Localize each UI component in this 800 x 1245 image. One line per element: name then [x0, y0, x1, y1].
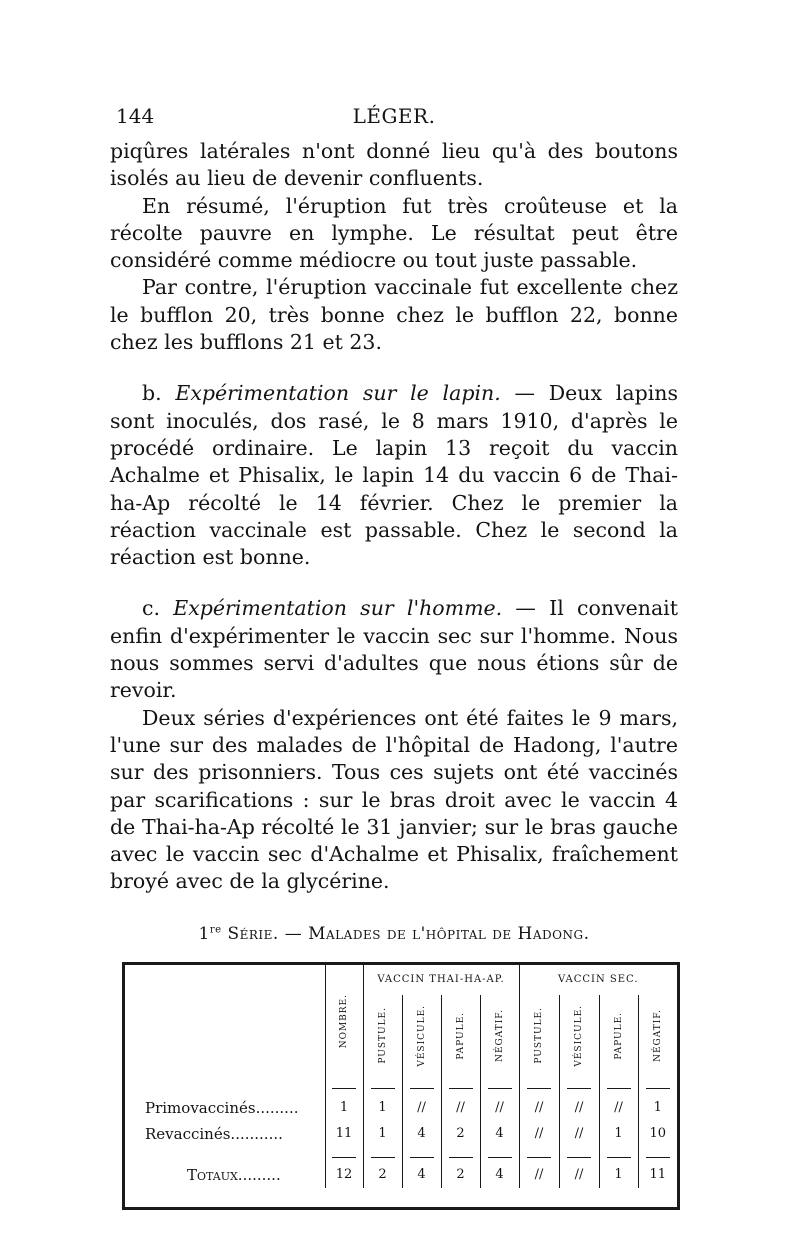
body-text	[110, 138, 678, 896]
page	[110, 104, 678, 1210]
row-label: Primovaccinés.........	[145, 1098, 299, 1117]
col-header-papule: PAPULE.	[455, 1011, 466, 1060]
paragraph: Deux séries d'expériences ont été faites le 9 mars, l'une sur des malades de l'hôpital de Hadong, l'autre sur des prisonniers. Tous ces sujets ont été vaccinés par scarifications : sur le bras droit avec le vaccin 4 de Thai-ha-Ap récolté le 31 janvier; sur le bras gauche avec le vaccin sec d'Achalme et Phisalix, fraîchement broyé avec de la glycérine.	[110, 705, 678, 894]
section-b-text: Deux lapins sont inoculés, dos rasé, le 8 mars 1910, d'après le procédé ordinaire. Le lapin 13 reçoit du vaccin Achalme et Phisalix, le lapin 14 du vaccin 6 de Thai-ha-Ap récolté le 14 février. Chez le premier la réaction vaccinale est passable. Chez le second la réaction est bonne.	[110, 381, 678, 570]
table-row: Primovaccinés......... 1 1 // // // // // // 1	[125, 1095, 677, 1121]
col-header-pustule: PUSTULE.	[377, 1007, 388, 1065]
paragraph: piqûres latérales n'ont donné lieu qu'à des boutons isolés au lieu de devenir confluents.	[110, 139, 678, 191]
total-label: Totaux.........	[187, 1165, 281, 1184]
section-c-paragraph: c. Expérimentation sur l'homme. — Il convenait enfin d'expérimenter le vaccin sec sur l'homme. Nous nous sommes servi d'adultes que nous étions sûr de revoir.	[110, 596, 678, 703]
running-title: LÉGER.	[352, 104, 436, 128]
group-header-thai-ha-ap: VACCIN THAI-HA-AP.	[363, 965, 519, 995]
col-header-papule: PAPULE.	[613, 1011, 624, 1060]
section-c-text: Il convenait enfin d'expérimenter le vaccin sec sur l'homme. Nous nous sommes servi d'adultes que nous étions sûr de revoir.	[110, 596, 678, 703]
page-number: 144	[116, 104, 155, 128]
results-table	[122, 962, 680, 1210]
col-header-vesicule: VÉSICULE.	[574, 1004, 584, 1067]
row-label: Revaccinés...........	[145, 1124, 283, 1143]
group-header-vaccin-sec: VACCIN SEC.	[519, 965, 677, 995]
col-header-negatif: NÉGATIF.	[494, 1009, 505, 1063]
section-b-label: b.	[142, 381, 162, 406]
section-c-label: c.	[142, 596, 160, 621]
table-caption: 1re Série. — Malades de l'hôpital de Hadong.	[198, 923, 590, 944]
paragraph: En résumé, l'éruption fut très croûteuse et la récolte pauvre en lymphe. Le résultat peut être considéré comme médiocre ou tout juste passable.	[110, 193, 678, 273]
paragraph: Par contre, l'éruption vaccinale fut excellente chez le bufflon 20, très bonne chez le bufflon 22, bonne chez les bufflons 21 et 23.	[110, 275, 678, 355]
section-c-title: Expérimentation sur l'homme.	[173, 596, 503, 621]
col-header-nombre: NOMBRE.	[339, 993, 349, 1048]
section-b-paragraph: b. Expérimentation sur le lapin. — Deux lapins sont inoculés, dos rasé, le 8 mars 1910, d'après le procédé ordinaire. Le lapin 13 reçoit du vaccin Achalme et Phisalix, le lapin 14 du vaccin 6 de Thai-ha-Ap récolté le 14 février. Chez le premier la réaction vaccinale est passable. Chez le second la réaction est bonne.	[110, 381, 678, 570]
table-row: Revaccinés........... 11 1 4 2 4 // // 1 10	[125, 1121, 677, 1147]
section-b-title: Expérimentation sur le lapin.	[175, 381, 501, 406]
col-header-negatif: NÉGATIF.	[652, 1009, 663, 1063]
page-header	[110, 104, 678, 138]
col-header-vesicule: VÉSICULE.	[416, 1004, 427, 1067]
col-header-pustule: PUSTULE.	[534, 1007, 544, 1065]
total-row: Totaux......... 12 2 4 2 4 // // 1 11	[125, 1162, 677, 1188]
